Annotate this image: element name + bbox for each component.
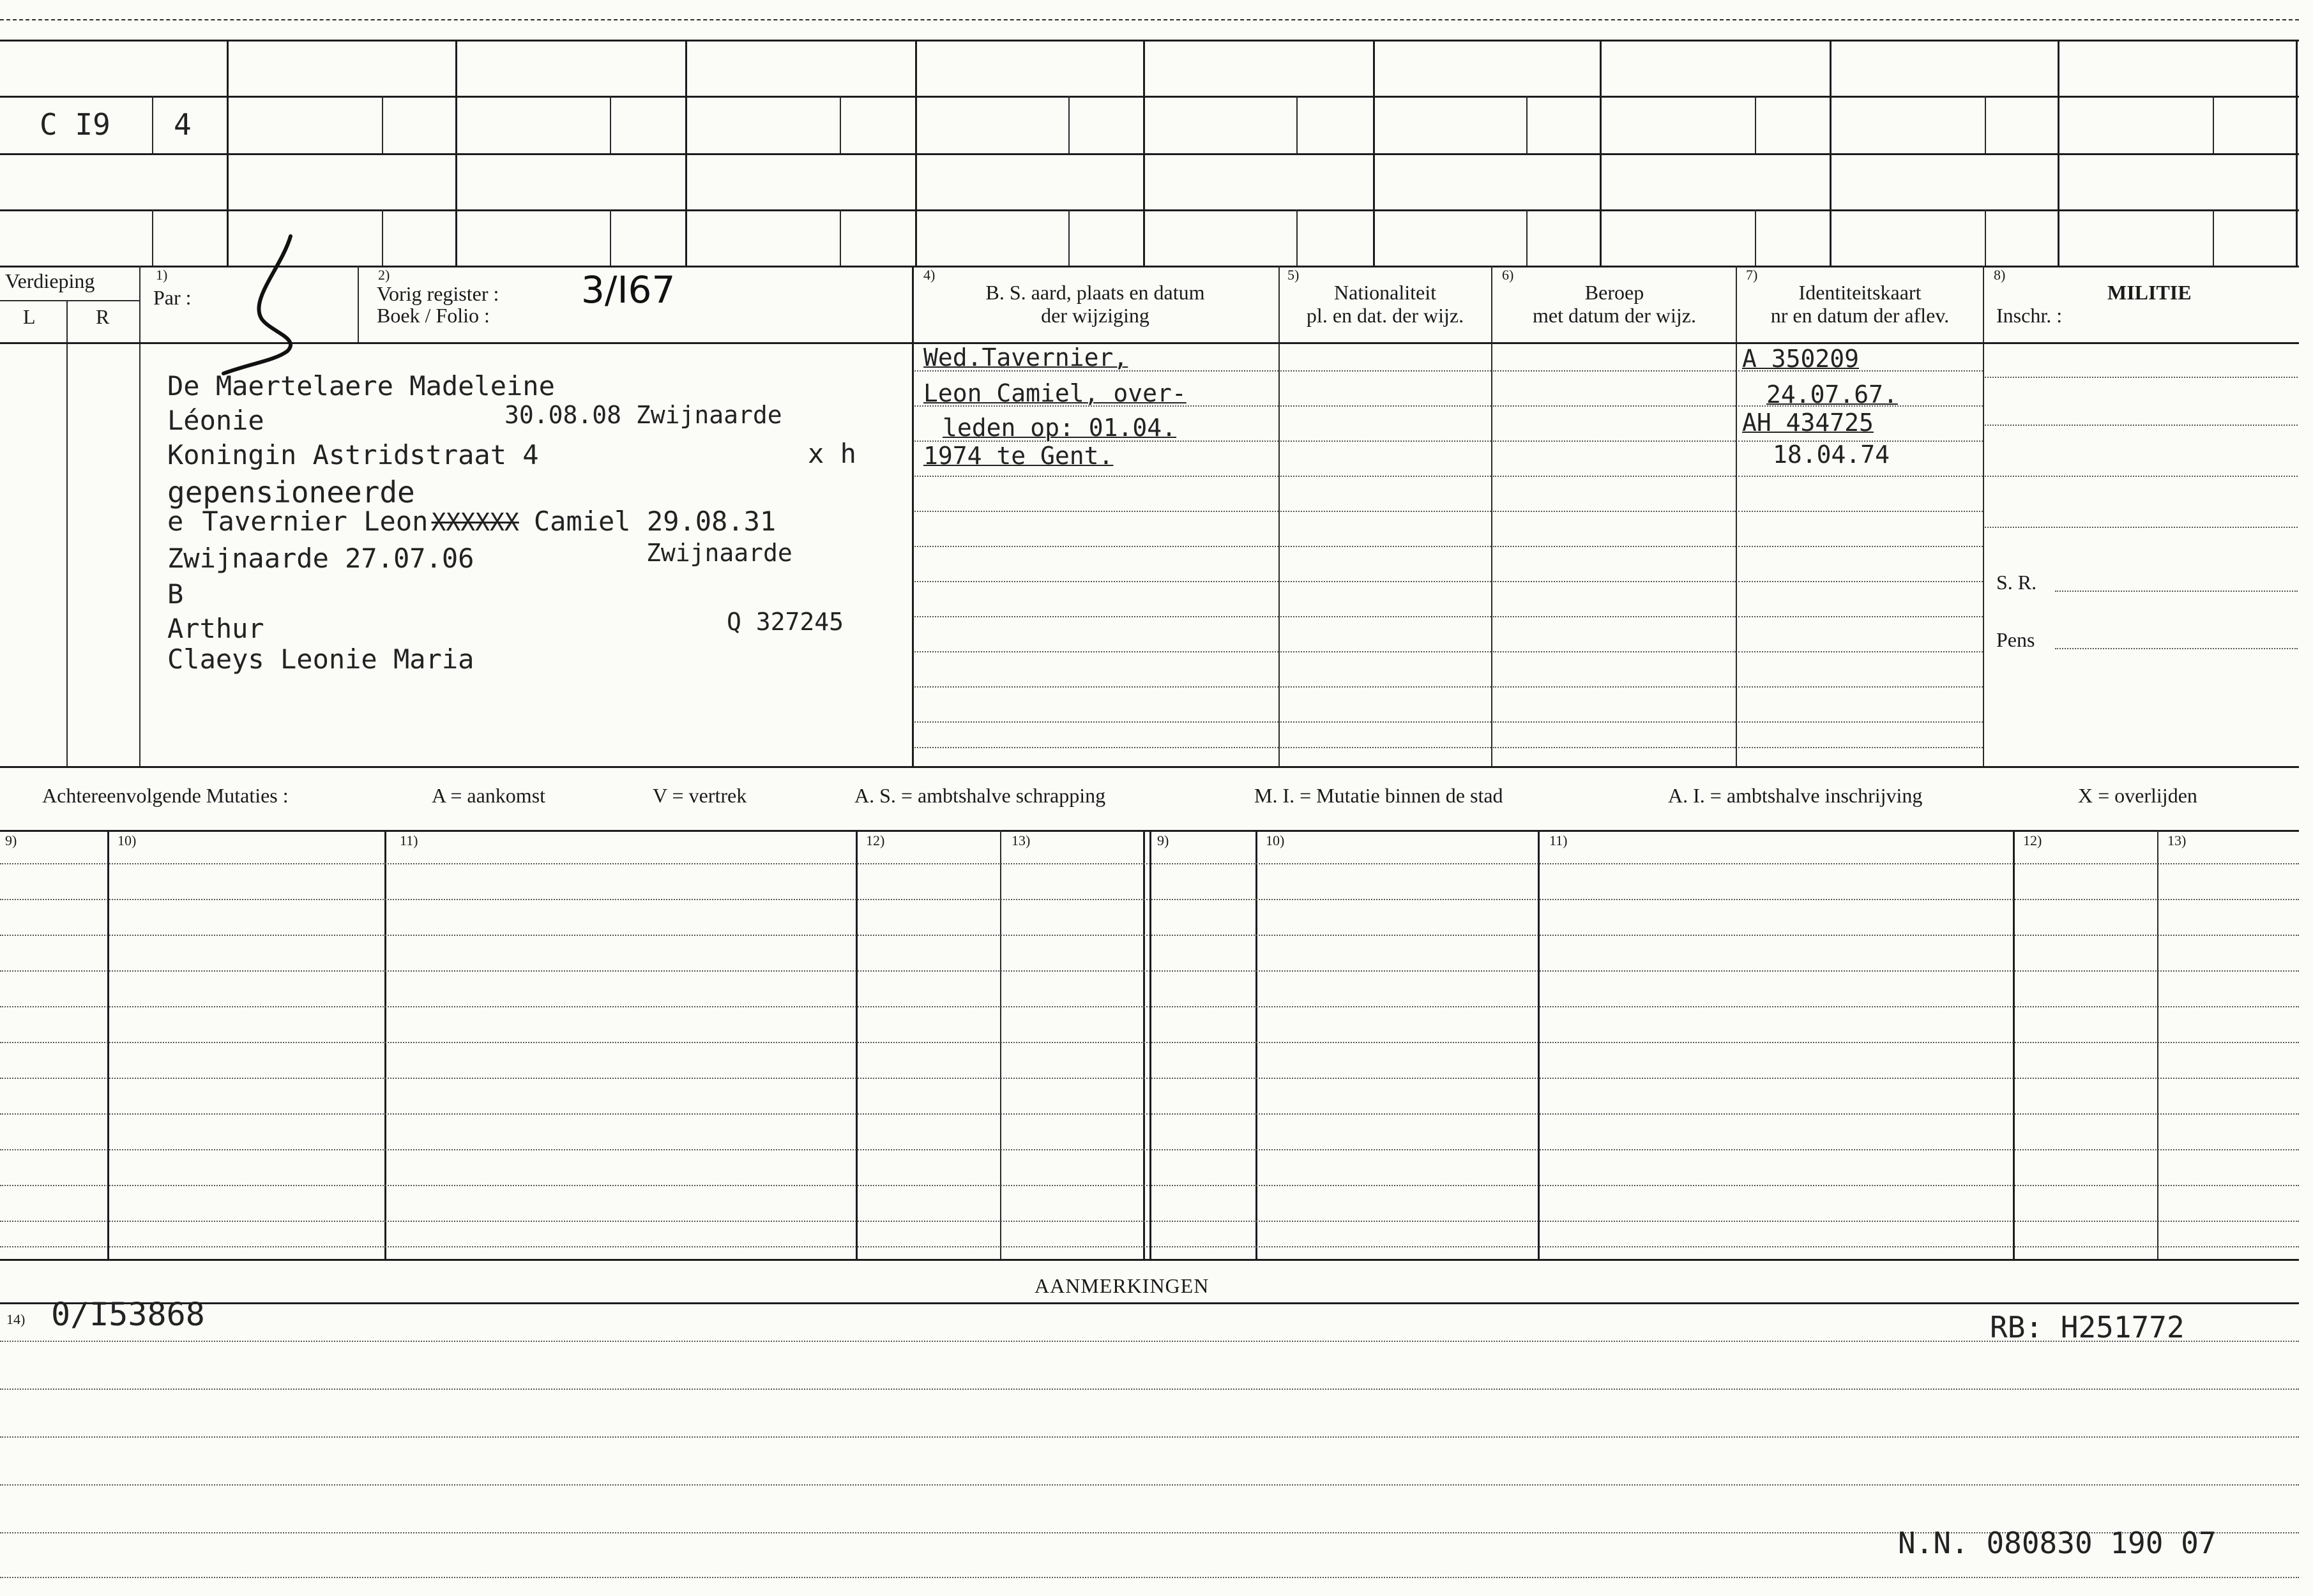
id-entry-4: 18.04.74 (1773, 440, 1890, 469)
verdieping-rule (0, 300, 139, 301)
inschr-label: Inschr. : (1996, 304, 2063, 327)
grid-sub (1526, 96, 1528, 153)
col-divider (912, 266, 914, 766)
handwritten-par-mark (211, 230, 326, 377)
verdieping-label: Verdieping (5, 269, 95, 292)
mutations-bottom (0, 1259, 2299, 1261)
person-mother: Claeys Leonie Maria (167, 644, 474, 675)
field-number: 6) (1502, 267, 1514, 283)
marriage-place-2: Zwijnaarde (646, 539, 792, 567)
mut-col-10b: 10) (1266, 832, 1285, 848)
boek-folio-label: Boek / Folio : (377, 304, 490, 327)
col-divider (358, 266, 359, 342)
nn-number: N.N. 080830 190 07 (1898, 1526, 2217, 1560)
l-label: L (23, 305, 36, 328)
col-divider (139, 266, 140, 766)
marriage-place: Zwijnaarde 27.07.06 (167, 543, 474, 574)
legend-a: A = aankomst (432, 784, 546, 807)
remarks-number: 14) (6, 1311, 26, 1327)
nationaliteit-header-2: pl. en dat. der wijz. (1306, 304, 1464, 327)
mut-col-12: 12) (866, 832, 885, 848)
vorig-register-label: Vorig register : (377, 282, 499, 305)
person-address: Koningin Astridstraat 4 (167, 439, 539, 471)
mut-col-11: 11) (400, 832, 418, 848)
pens-label: Pens (1996, 628, 2035, 651)
grid-sub (2213, 209, 2214, 266)
mut-col-9: 9) (5, 832, 17, 848)
beroep-header-1: Beroep (1584, 281, 1644, 304)
r-label: R (96, 305, 110, 328)
grid-col (1373, 40, 1375, 266)
person-first-name: Léonie (167, 405, 264, 436)
legend-ai: A. I. = ambtshalve inschrijving (1668, 784, 1923, 807)
grid-sub (1755, 209, 1756, 266)
person-b: B (167, 578, 184, 610)
mut-col-10: 10) (118, 832, 137, 848)
register-number: 4 (174, 107, 192, 142)
grid-sub (1985, 96, 1986, 153)
bs-header-1: B. S. aard, plaats en datum (985, 281, 1205, 304)
person-birth: 30.08.08 Zwijnaarde (504, 401, 782, 429)
field-number: 8) (1994, 267, 2006, 283)
beroep-header-2: met datum der wijz. (1533, 304, 1696, 327)
bs-header-2: der wijziging (1041, 304, 1149, 327)
par-label: Par : (153, 286, 192, 309)
rb-number: RB: H251772 (1990, 1310, 2185, 1344)
person-ref: Q 327245 (727, 608, 844, 636)
remarks-title: AANMERKINGEN (1035, 1274, 1210, 1297)
mutations-label: Achtereenvolgende Mutaties : (42, 784, 289, 807)
mut-col-9b: 9) (1157, 832, 1169, 848)
bs-entry-4: 1974 te Gent. (923, 442, 1114, 470)
grid-sub (1985, 209, 1986, 266)
legend-mi: M. I. = Mutatie binnen de stad (1254, 784, 1503, 807)
grid-sub (152, 96, 153, 153)
top-grid-line (0, 40, 2299, 41)
id-entry-2: 24.07.67. (1766, 380, 1898, 409)
grid-sub (610, 96, 611, 153)
militie-header: MILITIE (2107, 281, 2192, 304)
legend-v: V = vertrek (653, 784, 747, 807)
col-divider (1983, 266, 1984, 766)
col-divider (1736, 266, 1737, 766)
grid-sub (1296, 96, 1298, 153)
spouse-name: Tavernier Leon (202, 506, 428, 537)
grid-sub (1068, 209, 1070, 266)
sr-label: S. R. (1996, 571, 2037, 594)
top-grid-line (0, 96, 2299, 98)
top-grid-line (0, 266, 2299, 267)
register-code: C I9 (40, 107, 110, 142)
person-father: Arthur (167, 613, 264, 644)
person-name: De Maertelaere Madeleine (167, 370, 555, 402)
col-divider (1491, 266, 1492, 766)
mut-col-13: 13) (1012, 832, 1031, 848)
spouse-rest: Camiel 29.08.31 (533, 506, 777, 537)
grid-sub (2213, 96, 2214, 153)
bs-entry-3: leden op: 01.04. (943, 414, 1177, 442)
field-number: 2) (378, 267, 390, 283)
vorig-register-value: 3/I67 (581, 268, 676, 312)
legend-x: X = overlijden (2078, 784, 2197, 807)
mut-col-11b: 11) (1549, 832, 1568, 848)
grid-col (455, 40, 457, 266)
col-divider (66, 300, 68, 766)
section-bottom (0, 766, 2299, 768)
top-grid-line (0, 153, 2299, 155)
legend-as: A. S. = ambtshalve schrapping (854, 784, 1106, 807)
spouse-strike: XXXXXX (431, 508, 519, 536)
grid-sub (610, 209, 611, 266)
person-mark: x h (808, 438, 856, 469)
nationaliteit-header-1: Nationaliteit (1334, 281, 1436, 304)
remarks-top (0, 1302, 2299, 1304)
grid-col (685, 40, 687, 266)
grid-col (1830, 40, 1831, 266)
grid-col (915, 40, 917, 266)
grid-col (2296, 40, 2298, 266)
grid-sub (382, 96, 383, 153)
grid-sub (1296, 209, 1298, 266)
header-bottom (0, 342, 2299, 344)
mut-col-13b: 13) (2167, 832, 2187, 848)
bs-entry-2: Leon Camiel, over- (923, 379, 1187, 407)
grid-col (1143, 40, 1145, 266)
field-number: 7) (1746, 267, 1758, 283)
grid-sub (840, 96, 841, 153)
bs-entry-1: Wed.Tavernier, (923, 343, 1128, 372)
identiteitskaart-header-2: nr en datum der aflev. (1770, 304, 1950, 327)
spouse-prefix: e (167, 506, 184, 537)
grid-sub (1068, 96, 1070, 153)
grid-sub (1526, 209, 1528, 266)
top-grid-line (0, 209, 2299, 211)
field-number: 4) (923, 267, 936, 283)
spouse-line (167, 506, 776, 537)
field-number: 1) (156, 267, 168, 283)
grid-sub (1755, 96, 1756, 153)
person-occupation: gepensioneerde (167, 475, 415, 509)
grid-sub (152, 209, 153, 266)
identiteitskaart-header-1: Identiteitskaart (1798, 281, 1922, 304)
field-number: 5) (1287, 267, 1300, 283)
grid-sub (382, 209, 383, 266)
grid-col (2058, 40, 2059, 266)
id-entry-3: AH 434725 (1742, 409, 1874, 437)
grid-sub (840, 209, 841, 266)
remarks-value: 0/I53868 (51, 1296, 205, 1333)
col-divider (1278, 266, 1280, 766)
top-edge (0, 19, 2299, 20)
mut-col-12b: 12) (2023, 832, 2042, 848)
id-entry-1: A 350209 (1742, 345, 1860, 373)
grid-col (1600, 40, 1602, 266)
